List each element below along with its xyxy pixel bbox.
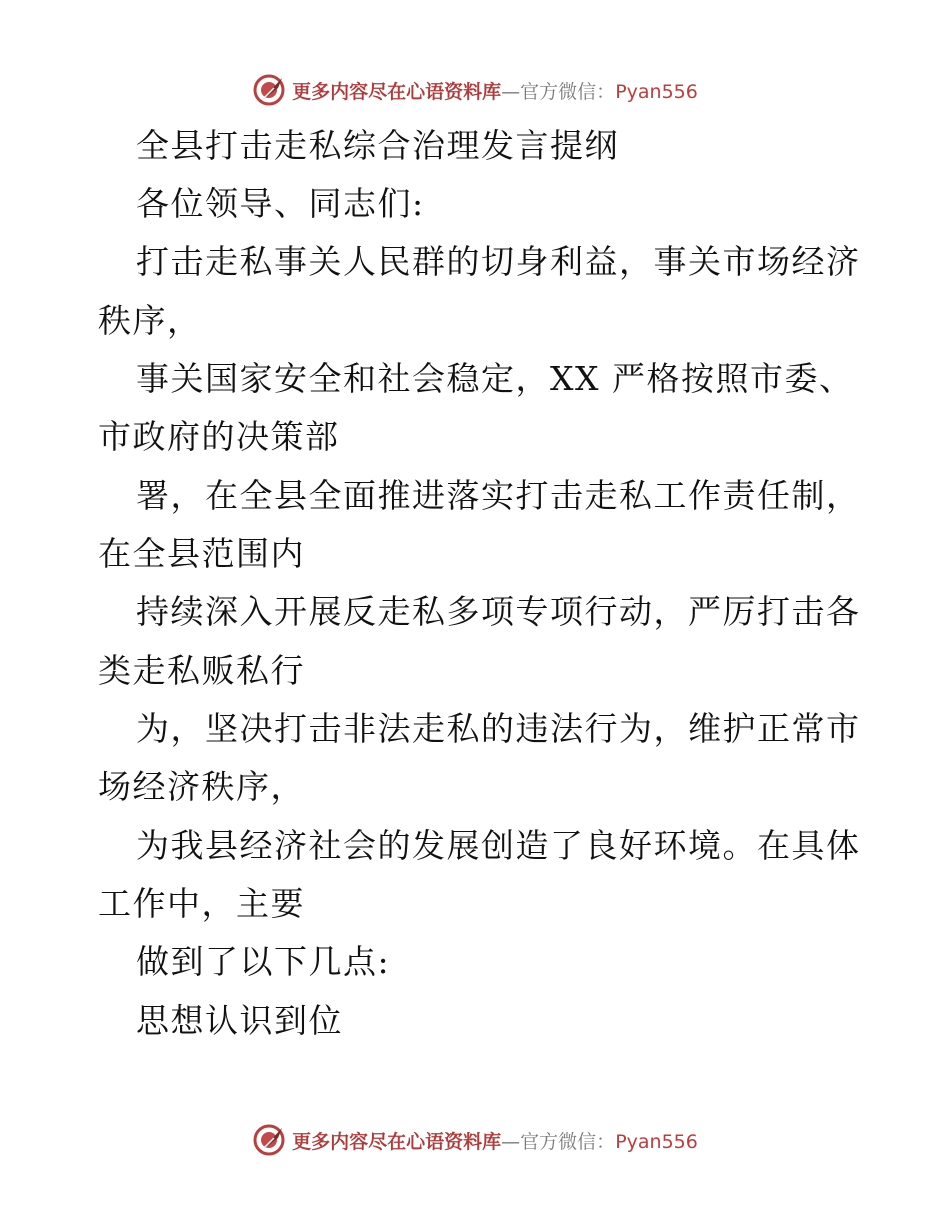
paragraph-line: 打击走私事关人民群的切身利益，事关市场经济 [136,242,861,281]
watermark-text: 更多内容尽在心语资料库—官方微信：Pyan556 [292,80,698,103]
watermark-text: 更多内容尽在心语资料库—官方微信：Pyan556 [292,1130,698,1153]
quill-logo-icon [252,72,288,108]
paragraph-line: 持续深入开展反走私多项专项行动，严厉打击各 [136,592,861,631]
paragraph-line: 类走私贩私行 [98,651,305,690]
paragraph-line: 做到了以下几点: [136,942,391,981]
header-watermark [0,70,950,110]
footer-watermark [0,1120,950,1160]
paragraph-line: 在全县范围内 [98,534,305,573]
paragraph-line: 为我县经济社会的发展创造了良好环境。在具体 [136,826,861,865]
paragraph-line: 为，坚决打击非法走私的违法行为，维护正常市 [136,709,861,748]
paragraph-line: 署，在全县全面推进落实打击走私工作责任制， [136,476,861,515]
paragraph-line: 事关国家安全和社会稳定，XX 严格按照市委、 [136,359,854,398]
paragraph-line: 各位领导、同志们: [136,184,425,223]
quill-logo-icon [252,1122,288,1158]
paragraph-line: 秩序， [98,301,202,340]
paragraph-line: 场经济秩序， [98,767,305,806]
paragraph-line: 工作中，主要 [98,884,305,923]
paragraph-line: 市政府的决策部 [98,417,340,456]
document-title: 全县打击走私综合治理发言提纲 [136,126,619,165]
paragraph-line: 思想认识到位 [136,1001,343,1040]
